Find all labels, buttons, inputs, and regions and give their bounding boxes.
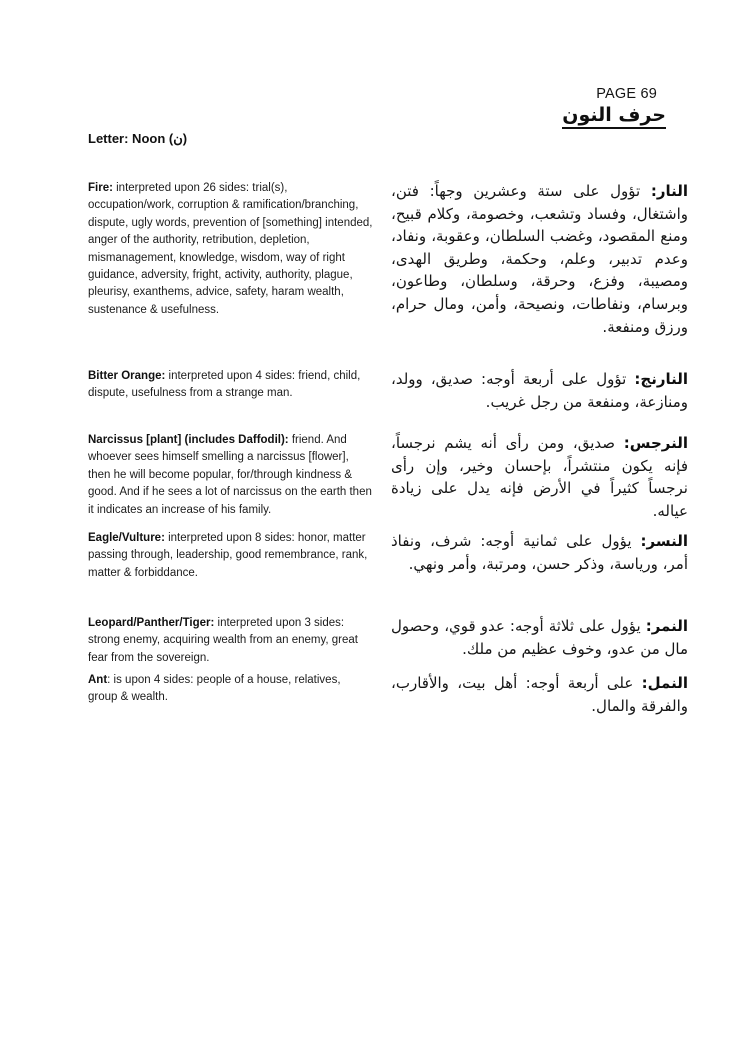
entry-term-en: Leopard/Panther/Tiger: xyxy=(88,617,215,629)
entries-list xyxy=(88,180,688,742)
entry-text-ar: يؤول على ثمانية أوجه: شرف، ونفاذ أمر، ورياسة، وذكر حسن، ومرتبة، وأمر ونهي. xyxy=(391,532,688,573)
entry-term-en: Fire: xyxy=(88,182,113,194)
entry-text-ar: يؤول على ثلاثة أوجه: عدو قوي، وحصول مال من عدو، وخوف عظيم من ملك. xyxy=(391,617,688,658)
entry-row-narcissus xyxy=(88,432,688,530)
entry-row-fire xyxy=(88,180,688,368)
entry-text-en: friend. And whoever sees himself smelling a narcissus [flower], then he will become popular, for/through kindness & good. And if he sees a lot of narcissus on the earth then it indicates an increase of his family. xyxy=(88,434,372,516)
entry-text-ar: صديق، ومن رأى أنه يشم نرجساً، فإنه يكون منتشراً، بإحسان وخير، وإن رأى نرجساً كثيراً في الأرض فإنه يدل على زيادة عياله. xyxy=(391,434,688,520)
entry-term-ar: النمر: xyxy=(645,617,688,635)
arabic-entry-bitter-orange xyxy=(391,368,688,413)
arabic-entry-ant xyxy=(391,672,688,717)
entry-text-ar: تؤول على ستة وعشرين وجهاً: فتن، واشتغال، وفساد وتشعب، وخصومة، وكلام قبيح، ومنع المقصود، وغضب السلطان، وعقوبة، ونفاد، وعدم تدبير، وعلم، وحكمة، وطريق الهدى، ومصيبة، وفزع، وحرقة، وسلطان، وطاعون، وبرسام، ونفاطات، ونصيحة، وأمن، ومال حرام، ورزق ومنفعة. xyxy=(391,182,688,336)
entry-term-ar: النار: xyxy=(650,182,688,200)
arabic-entry-leopard xyxy=(391,615,688,660)
english-entry-leopard xyxy=(88,615,373,667)
english-entry-fire xyxy=(88,180,373,319)
arabic-entry-eagle-vulture xyxy=(391,530,688,575)
english-entry-narcissus xyxy=(88,432,373,519)
english-entry-bitter-orange xyxy=(88,368,373,403)
entry-term-ar: النمل: xyxy=(641,674,688,692)
entry-term-ar: النسر: xyxy=(640,532,688,550)
entry-text-en: : is upon 4 sides: people of a house, relatives, group & wealth. xyxy=(88,674,341,704)
entry-text-en: interpreted upon 8 sides: honor, matter passing through, leadership, good remembrance, rank, matter & forbiddance. xyxy=(88,532,368,579)
entry-term-ar: النرجس: xyxy=(623,434,688,452)
english-entry-eagle-vulture xyxy=(88,530,373,582)
entry-row-leopard xyxy=(88,615,688,672)
entry-term-ar: النارنج: xyxy=(634,370,688,388)
entry-term-en: Eagle/Vulture: xyxy=(88,532,165,544)
arabic-entry-narcissus xyxy=(391,432,688,522)
entry-row-ant xyxy=(88,672,688,742)
entry-row-bitter-orange xyxy=(88,368,688,432)
letter-heading: Letter: Noon (ن) xyxy=(88,131,188,146)
entry-text-ar: على أربعة أوجه: أهل بيت، والأقارب، والفرقة والمال. xyxy=(391,674,688,715)
arabic-entry-fire xyxy=(391,180,688,338)
arabic-chapter-title: حرف النون xyxy=(562,104,666,129)
page-number-label: PAGE 69 xyxy=(596,86,657,102)
entry-text-en: interpreted upon 3 sides: strong enemy, acquiring wealth from an enemy, great fear from the sovereign. xyxy=(88,617,358,664)
english-entry-ant xyxy=(88,672,373,707)
entry-text-en: interpreted upon 26 sides: trial(s), occupation/work, corruption & ramification/branching, dispute, ugly words, prevention of [something] intended, anger of the authority, retribution, depletion, mismanagement, knowledge, wisdom, way of right guidance, adversity, fright, activity, authority, plague, pleurisy, exanthems, advice, safety, haram wealth, sustenance & usefulness. xyxy=(88,182,373,316)
entry-term-en: Narcissus [plant] (includes Daffodil): xyxy=(88,434,289,446)
page-header xyxy=(562,86,666,129)
entry-term-en: Ant xyxy=(88,674,108,686)
entry-text-ar: تؤول على أربعة أوجه: صديق، وولد، ومنازعة، ومنفعة من رجل غريب. xyxy=(391,370,688,411)
entry-row-eagle-vulture xyxy=(88,530,688,615)
entry-text-en: interpreted upon 4 sides: friend, child, dispute, usefulness from a strange man. xyxy=(88,370,361,400)
entry-term-en: Bitter Orange: xyxy=(88,370,166,382)
